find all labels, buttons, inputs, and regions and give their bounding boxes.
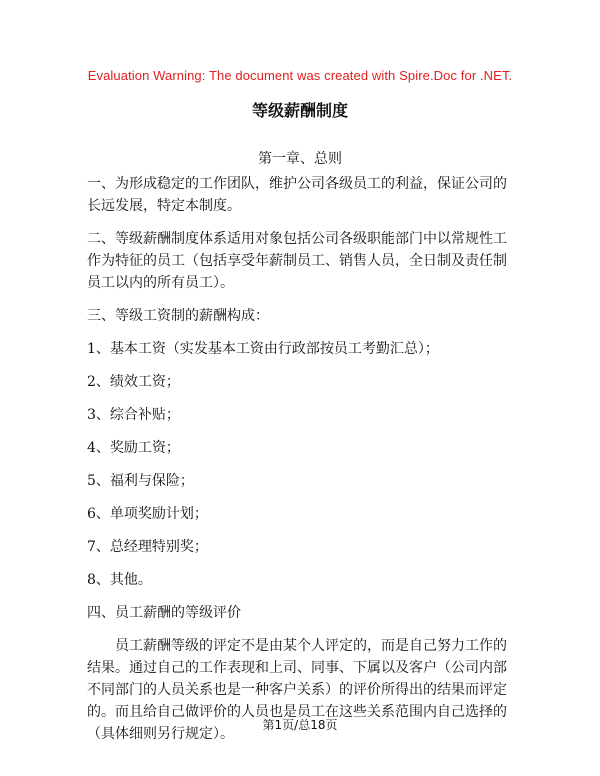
list-item-3: 3、综合补贴；	[87, 407, 180, 423]
list-item-6: 6、单项奖励计划；	[87, 506, 208, 522]
paragraph-3: 三、等级工资制的薪酬构成：	[87, 308, 269, 324]
list-item-2: 2、绩效工资；	[87, 374, 180, 390]
list-item-7: 7、总经理特别奖；	[87, 539, 208, 555]
section-heading-4: 四、员工薪酬的等级评价	[87, 605, 241, 621]
list-item-8: 8、其他。	[87, 572, 152, 588]
list-item-5: 5、福利与保险；	[87, 473, 194, 489]
chapter-heading: 第一章、总则	[258, 151, 342, 167]
paragraph-1: 一、为形成稳定的工作团队，维护公司各级员工的利益，保证公司的长远发展，特定本制度。	[87, 176, 507, 214]
document-body	[87, 173, 517, 756]
list-item-1: 1、基本工资（实发基本工资由行政部按员工考勤汇总）；	[87, 341, 439, 357]
page-number: 第1页/总18页	[262, 718, 338, 732]
document-title: 等级薪酬制度	[251, 101, 348, 120]
evaluation-warning: Evaluation Warning: The document was created with Spire.Doc for .NET.	[87, 68, 513, 83]
list-item-4: 4、奖励工资；	[87, 440, 180, 456]
paragraph-evaluation: 员工薪酬等级的评定不是由某个人评定的，而是自己努力工作的结果。通过自己的工作表现和上司、同事、下属以及客户（公司内部不同部门的人员关系也是一种客户关系）的评价所得出的结果而评定的。而且给自己做评价的人员也是员工在这些关系范围内自己选择的（具体细则另行规定）。	[87, 638, 507, 742]
paragraph-2: 二、等级薪酬制度体系适用对象包括公司各级职能部门中以常规性工作为特征的员工（包括享受年薪制员工、销售人员，全日制及责任制员工以内的所有员工）。	[87, 231, 507, 291]
